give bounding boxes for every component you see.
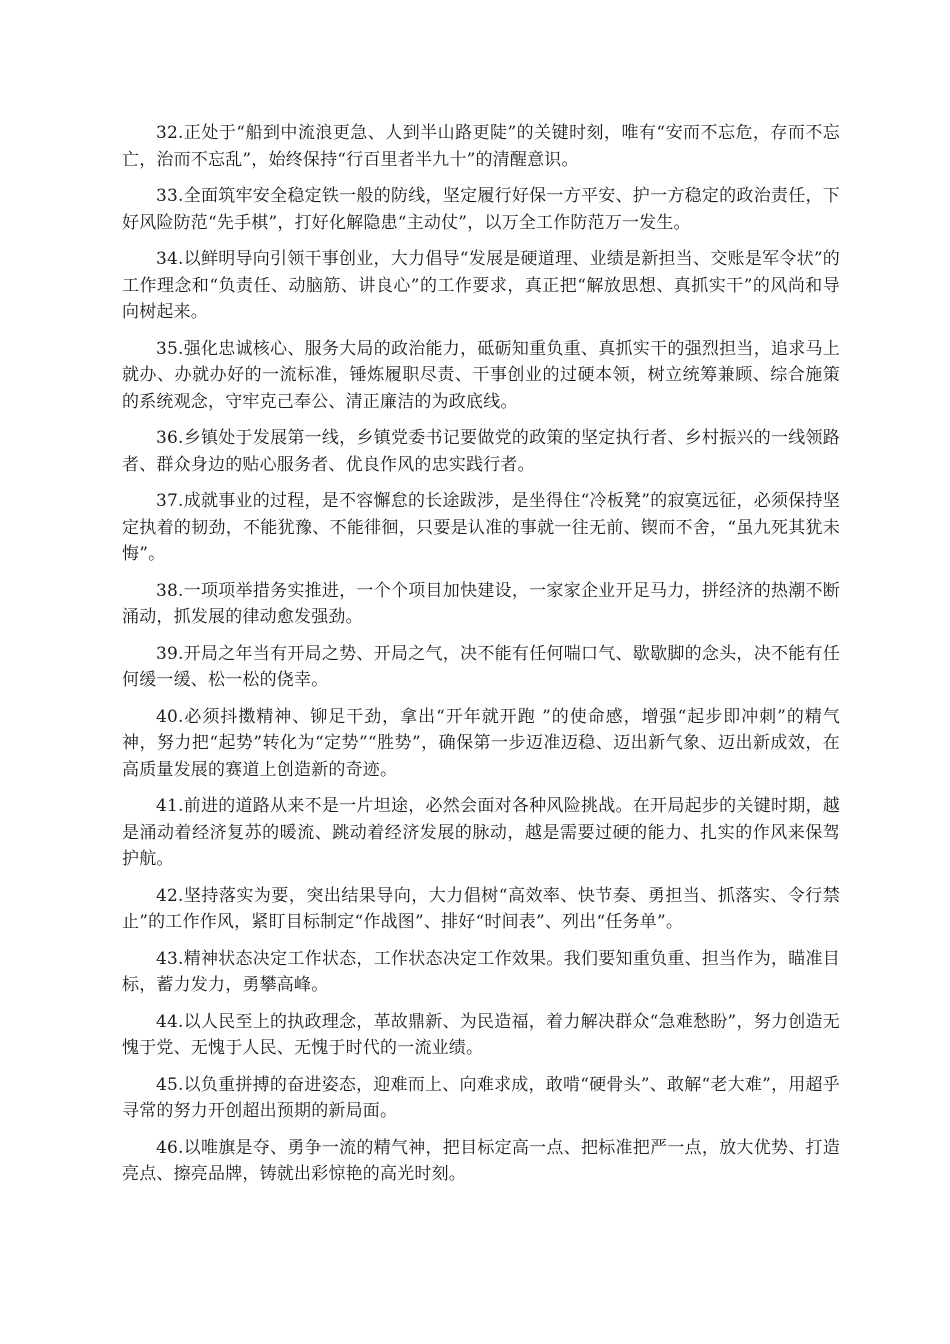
paragraph-42: 42.坚持落实为要，突出结果导向，大力倡树“高效率、快节奏、勇担当、抓落实、令行禁止”的工作作风，紧盯目标制定“作战图”、排好“时间表”、列出“任务单”。 bbox=[122, 885, 840, 932]
paragraph-39: 39.开局之年当有开局之势、开局之气，决不能有任何喘口气、歇歇脚的念头，决不能有任何缓一缓、松一松的侥幸。 bbox=[122, 643, 840, 690]
paragraph-37: 37.成就事业的过程，是不容懈怠的长途跋涉，是坐得住“冷板凳”的寂寞远征，必须保持坚定执着的韧劲，不能犹豫、不能徘徊，只要是认准的事就一往无前、锲而不舍，“虽九死其犹未悔”。 bbox=[122, 491, 840, 564]
paragraph-36: 36.乡镇处于发展第一线，乡镇党委书记要做党的政策的坚定执行者、乡村振兴的一线领路者、群众身边的贴心服务者、优良作风的忠实践行者。 bbox=[122, 428, 840, 475]
paragraph-40: 40.必须抖擞精神、铆足干劲，拿出“开年就开跑 ”的使命感，增强“起步即冲刺”的精气神，努力把“起势”转化为“定势”“胜势”，确保第一步迈准迈稳、迈出新气象、迈出新成效，在高质量发展的赛道上创造新的奇迹。 bbox=[122, 706, 840, 780]
paragraph-33: 33.全面筑牢安全稳定铁一般的防线，坚定履行好保一方平安、护一方稳定的政治责任，下好风险防范“先手棋”，打好化解隐患“主动仗”，以万全工作防范万一发生。 bbox=[122, 186, 840, 233]
paragraph-38: 38.一项项举措务实推进，一个个项目加快建设，一家家企业开足马力，拼经济的热潮不断涌动，抓发展的律动愈发强劲。 bbox=[122, 580, 840, 627]
paragraph-32: 32.正处于“船到中流浪更急、人到半山路更陡”的关键时刻，唯有“安而不忘危，存而不忘亡，治而不忘乱”，始终保持“行百里者半九十”的清醒意识。 bbox=[122, 123, 840, 170]
paragraph-35: 35.强化忠诚核心、服务大局的政治能力，砥砺知重负重、真抓实干的强烈担当，追求马上就办、办就办好的一流标准，锤炼履职尽责、干事创业的过硬本领，树立统筹兼顾、综合施策的系统观念，守牢克己奉公、清正廉洁的为政底线。 bbox=[122, 338, 840, 412]
paragraph-43: 43.精神状态决定工作状态，工作状态决定工作效果。我们要知重负重、担当作为，瞄准目标，蓄力发力，勇攀高峰。 bbox=[122, 948, 840, 995]
paragraph-44: 44.以人民至上的执政理念，革故鼎新、为民造福，着力解决群众“急难愁盼”，努力创造无愧于党、无愧于人民、无愧于时代的一流业绩。 bbox=[122, 1011, 840, 1058]
document-page bbox=[122, 120, 840, 1198]
paragraph-46: 46.以唯旗是夺、勇争一流的精气神，把目标定高一点、把标准把严一点，放大优势、打造亮点、擦亮品牌，铸就出彩惊艳的高光时刻。 bbox=[122, 1137, 840, 1184]
paragraph-41: 41.前进的道路从来不是一片坦途，必然会面对各种风险挑战。在开局起步的关键时期，越是涌动着经济复苏的暖流、跳动着经济发展的脉动，越是需要过硬的能力、扎实的作风来保驾护航。 bbox=[122, 796, 840, 869]
paragraph-45: 45.以负重拼搏的奋进姿态，迎难而上、向难求成，敢啃“硬骨头”、敢解“老大难”，用超乎寻常的努力开创超出预期的新局面。 bbox=[122, 1074, 840, 1121]
paragraph-34: 34.以鲜明导向引领干事创业，大力倡导“发展是硬道理、业绩是新担当、交账是军令状”的工作理念和“负责任、动脑筋、讲良心”的工作要求，真正把“解放思想、真抓实干”的风尚和导向树起来。 bbox=[122, 249, 840, 322]
